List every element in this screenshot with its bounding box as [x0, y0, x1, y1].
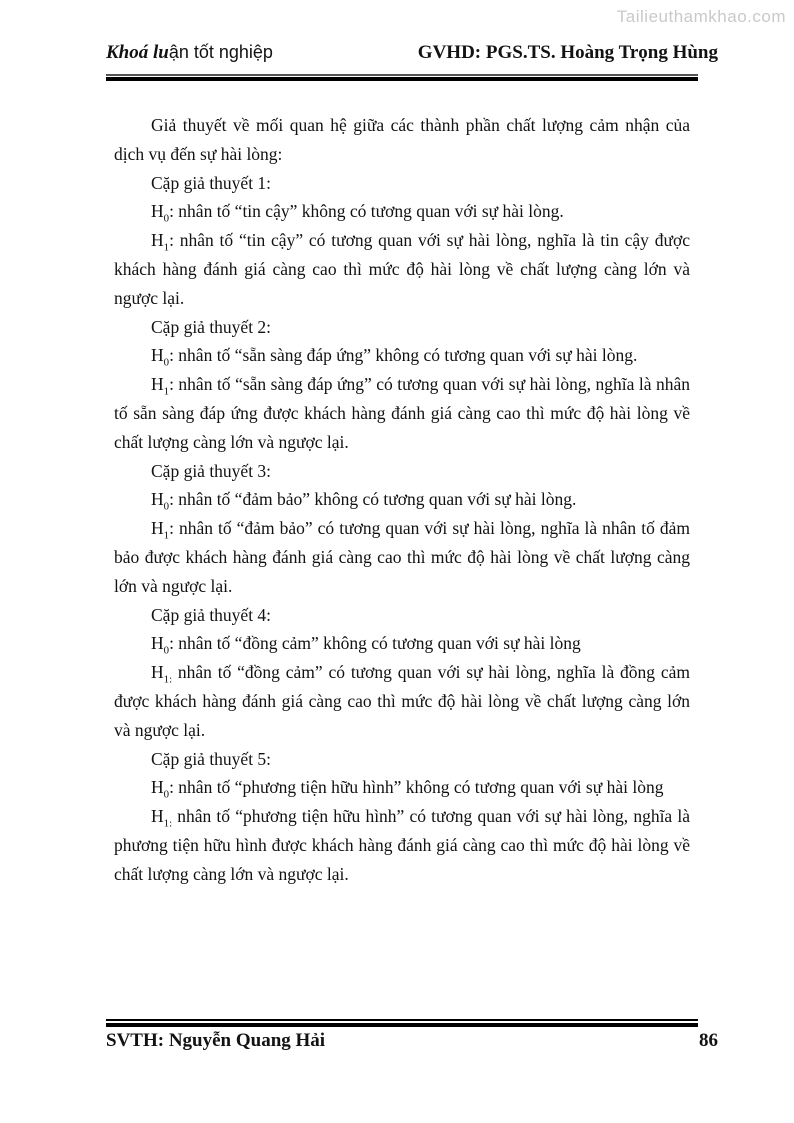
- paragraph: $H_{1:}$ nhân tố “đồng cảm” có tương quan với sự hài lòng, nghĩa là đồng cảm được khách hàng đánh giá càng cao thì mức độ hài lòng về chất lượng càng lớn và ngược lại.: [114, 662, 690, 740]
- header-rule-thick-line: [106, 77, 698, 81]
- paragraph: $H_1$: nhân tố “sẵn sàng đáp ứng” có tương quan với sự hài lòng, nghĩa là nhân tố sẵn sàng đáp ứng được khách hàng đánh giá càng cao thì mức độ hài lòng về chất lượng càng lớn và ngược lại.: [114, 374, 690, 452]
- header-thesis-title-sans: ận tốt nghiệp: [168, 42, 273, 62]
- footer-rule-thick-line: [106, 1023, 698, 1027]
- paragraph: $H_{1:}$ nhân tố “phương tiện hữu hình” có tương quan với sự hài lòng, nghĩa là phương tiện hữu hình được khách hàng đánh giá càng cao thì mức độ hài lòng về chất lượng càng lớn và ngược lại.: [114, 806, 690, 884]
- paragraph: Cặp giả thuyết 4:: [151, 604, 272, 625]
- watermark: Tailieuthamkhao.com: [616, 7, 786, 26]
- paragraph: $H_0$: nhân tố “đảm bảo” không có tương quan với sự hài lòng.: [151, 489, 577, 513]
- paragraph: $H_0$: nhân tố “đồng cảm” không có tương quan với sự hài lòng: [151, 633, 581, 657]
- page-number: 86: [699, 1030, 718, 1051]
- paragraph: Giả thuyết về mối quan hệ giữa các thành phần chất lượng cảm nhận của dịch vụ đến sự hài lòng:: [114, 115, 690, 164]
- footer-author: SVTH: Nguyễn Quang Hải: [106, 1030, 326, 1051]
- paragraph: Cặp giả thuyết 1:: [151, 172, 272, 193]
- paragraph: $H_0$: nhân tố “phương tiện hữu hình” không có tương quan với sự hài lòng: [151, 777, 664, 801]
- paragraph: Cặp giả thuyết 3:: [151, 460, 272, 481]
- paragraph: $H_1$: nhân tố “đảm bảo” có tương quan với sự hài lòng, nghĩa là nhân tố đảm bảo được khách hàng đánh giá càng cao thì mức độ hài lòng về chất lượng càng lớn và ngược lại.: [114, 518, 690, 596]
- paragraph: $H_0$: nhân tố “tin cậy” không có tương quan với sự hài lòng.: [151, 201, 564, 225]
- footer-rule: [106, 1019, 698, 1027]
- document-body: [114, 111, 690, 889]
- paragraph: Cặp giả thuyết 2:: [151, 316, 272, 337]
- page-footer: [106, 1030, 718, 1052]
- paragraph: Cặp giả thuyết 5:: [151, 748, 272, 769]
- header-thesis-title-serif: Khoá lu: [106, 42, 169, 63]
- paragraph: $H_0$: nhân tố “sẵn sàng đáp ứng” không có tương quan với sự hài lòng.: [151, 345, 638, 369]
- paragraph: $H_1$: nhân tố “tin cậy” có tương quan với sự hài lòng, nghĩa là tin cậy được khách hàng đánh giá càng cao thì mức độ hài lòng về chất lượng càng lớn và ngược lại.: [114, 230, 690, 308]
- header-thesis-title: [106, 42, 273, 64]
- page-header: [106, 42, 718, 64]
- header-supervisor: GVHD: PGS.TS. Hoàng Trọng Hùng: [417, 42, 718, 63]
- header-rule: [106, 74, 698, 81]
